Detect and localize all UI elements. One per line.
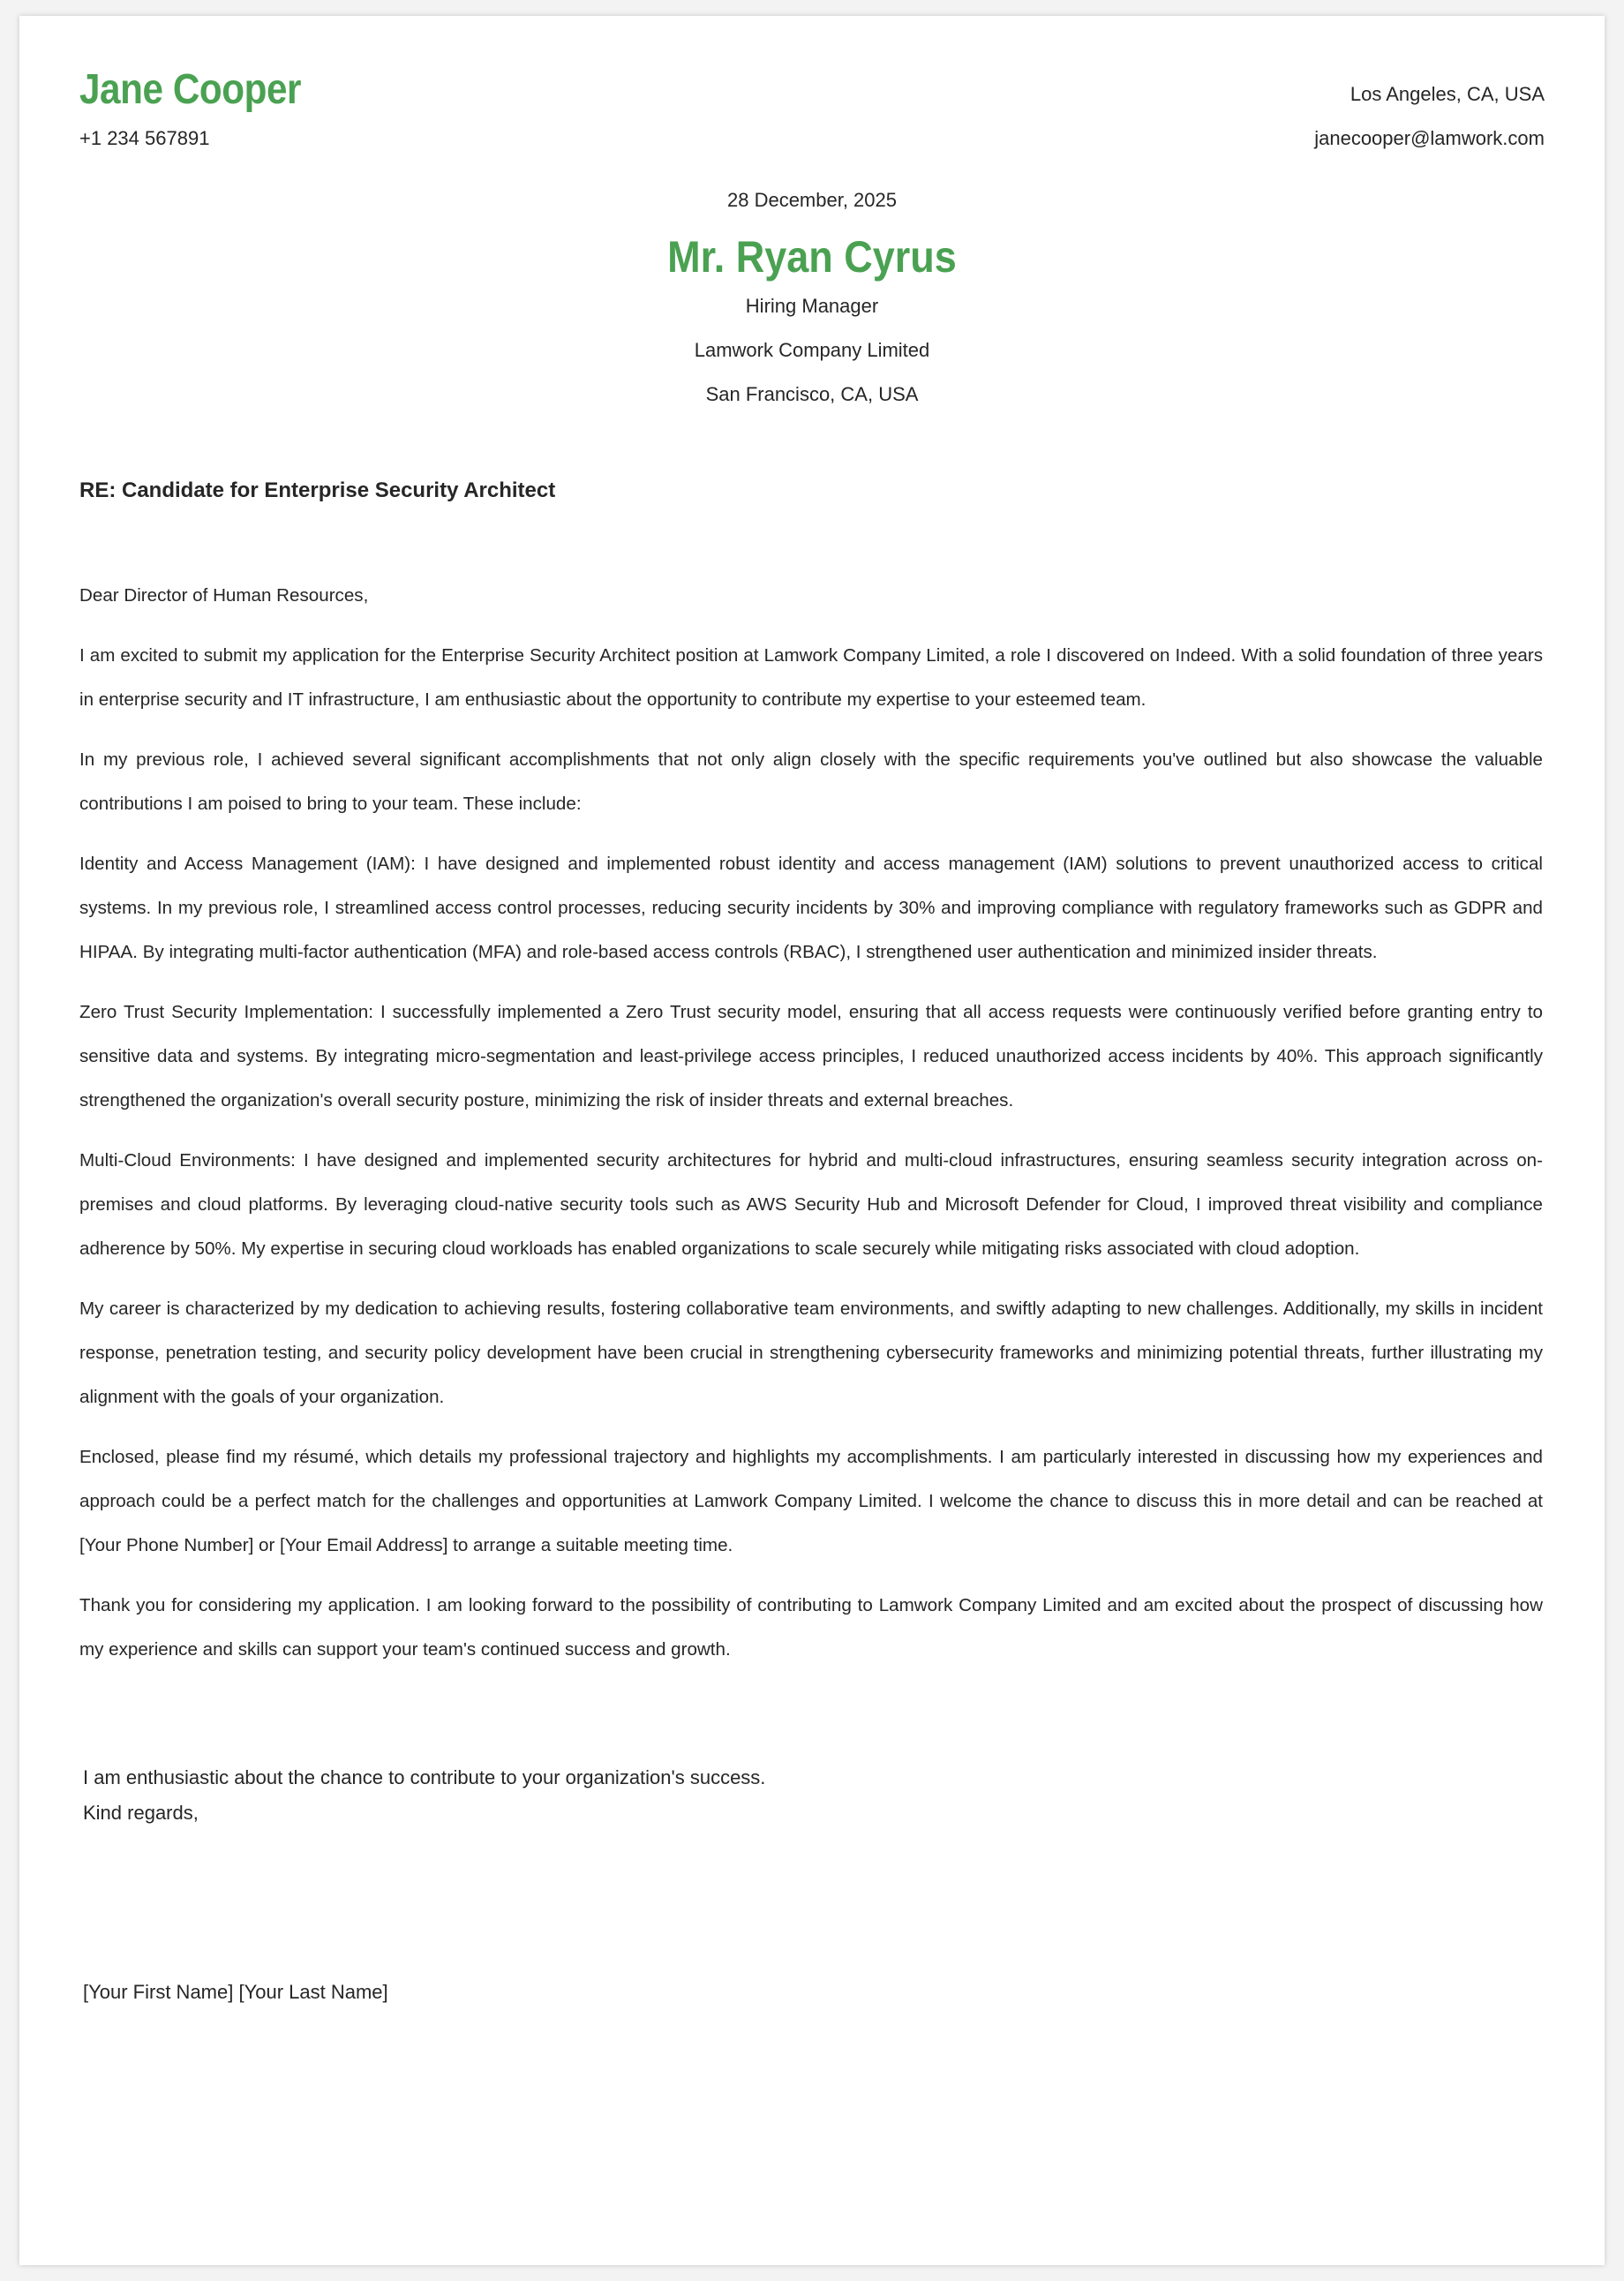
body-paragraph: In my previous role, I achieved several significant accomplishments that not only align closely with the specific requirements you've outlined but also showcase the valuable contributions I am poised to bring to your team. These include: — [79, 749, 1543, 814]
sender-location: Los Angeles, CA, USA — [1350, 83, 1545, 105]
closing-line: I am enthusiastic about the chance to contribute to your organization's success. — [83, 1766, 766, 1788]
sender-phone: +1 234 567891 — [79, 127, 210, 149]
letter-page — [19, 16, 1605, 2265]
recipient-title: Hiring Manager — [745, 295, 879, 317]
body-paragraph: Zero Trust Security Implementation: I successfully implemented a Zero Trust security model, ensuring that all access requests were continuously verified before granting entry to sensitive data and systems. By integrating micro-segmentation and least-privilege access principles, I reduced unauthorized access incidents by 40%. This approach significantly strengthened the organization's overall security posture, minimizing the risk of insider threats and external breaches. — [79, 1002, 1543, 1110]
closing — [83, 1760, 765, 1831]
signature: [Your First Name] [Your Last Name] — [83, 1981, 388, 2003]
valediction: Kind regards, — [83, 1802, 199, 1824]
body-paragraph: Multi-Cloud Environments: I have designed and implemented security architectures for hybrid and multi-cloud infrastructures, ensuring seamless security integration across on-premises and cloud platforms. By leveraging cloud-native security tools such as AWS Security Hub and Microsoft Defender for Cloud, I improved threat visibility and compliance adherence by 50%. My expertise in securing cloud workloads has enabled organizations to scale securely while mitigating risks associated with cloud adoption. — [79, 1150, 1543, 1259]
body-paragraph: I am excited to submit my application for the Enterprise Security Architect position at Lamwork Company Limited, a role I discovered on Indeed. With a solid foundation of three years in enterprise security and IT infrastructure, I am enthusiastic about the opportunity to contribute my expertise to your esteemed team. — [79, 645, 1543, 710]
recipient-name: Mr. Ryan Cyrus — [667, 232, 957, 282]
body-paragraph: My career is characterized by my dedication to achieving results, fostering collaborative team environments, and swiftly adapting to new challenges. Additionally, my skills in incident response, penetration testing, and security policy development have been crucial in strengthening cybersecurity frameworks and minimizing potential threats, further illustrating my alignment with the goals of your organization. — [79, 1299, 1543, 1407]
salutation: Dear Director of Human Resources, — [79, 585, 369, 606]
recipient-company: Lamwork Company Limited — [694, 339, 930, 361]
letter-body — [79, 574, 1543, 1688]
recipient-address: San Francisco, CA, USA — [705, 383, 919, 405]
sender-email: janecooper@lamwork.com — [1314, 127, 1545, 149]
body-paragraph: Enclosed, please find my résumé, which details my professional trajectory and highlights my accomplishments. I am particularly interested in discussing how my experiences and approach could be a perfect match for the challenges and opportunities at Lamwork Company Limited. I welcome the chance to discuss this in more detail and can be reached at [Your Phone Number] or [Your Email Address] to arrange a suitable meeting time. — [79, 1447, 1543, 1555]
body-paragraph: Identity and Access Management (IAM): I have designed and implemented robust identity and access management (IAM) solutions to prevent unauthorized access to critical systems. In my previous role, I streamlined access control processes, reducing security incidents by 30% and improving compliance with regulatory frameworks such as GDPR and HIPAA. By integrating multi-factor authentication (MFA) and role-based access controls (RBAC), I strengthened user authentication and minimized insider threats. — [79, 854, 1543, 962]
letter-date: 28 December, 2025 — [726, 189, 898, 211]
subject-line: RE: Candidate for Enterprise Security Architect — [79, 478, 556, 502]
sender-name: Jane Cooper — [79, 66, 302, 113]
body-paragraph: Thank you for considering my application. I am looking forward to the possibility of contributing to Lamwork Company Limited and am excited about the prospect of discussing how my experience and skills can support your team's continued success and growth. — [79, 1595, 1543, 1660]
